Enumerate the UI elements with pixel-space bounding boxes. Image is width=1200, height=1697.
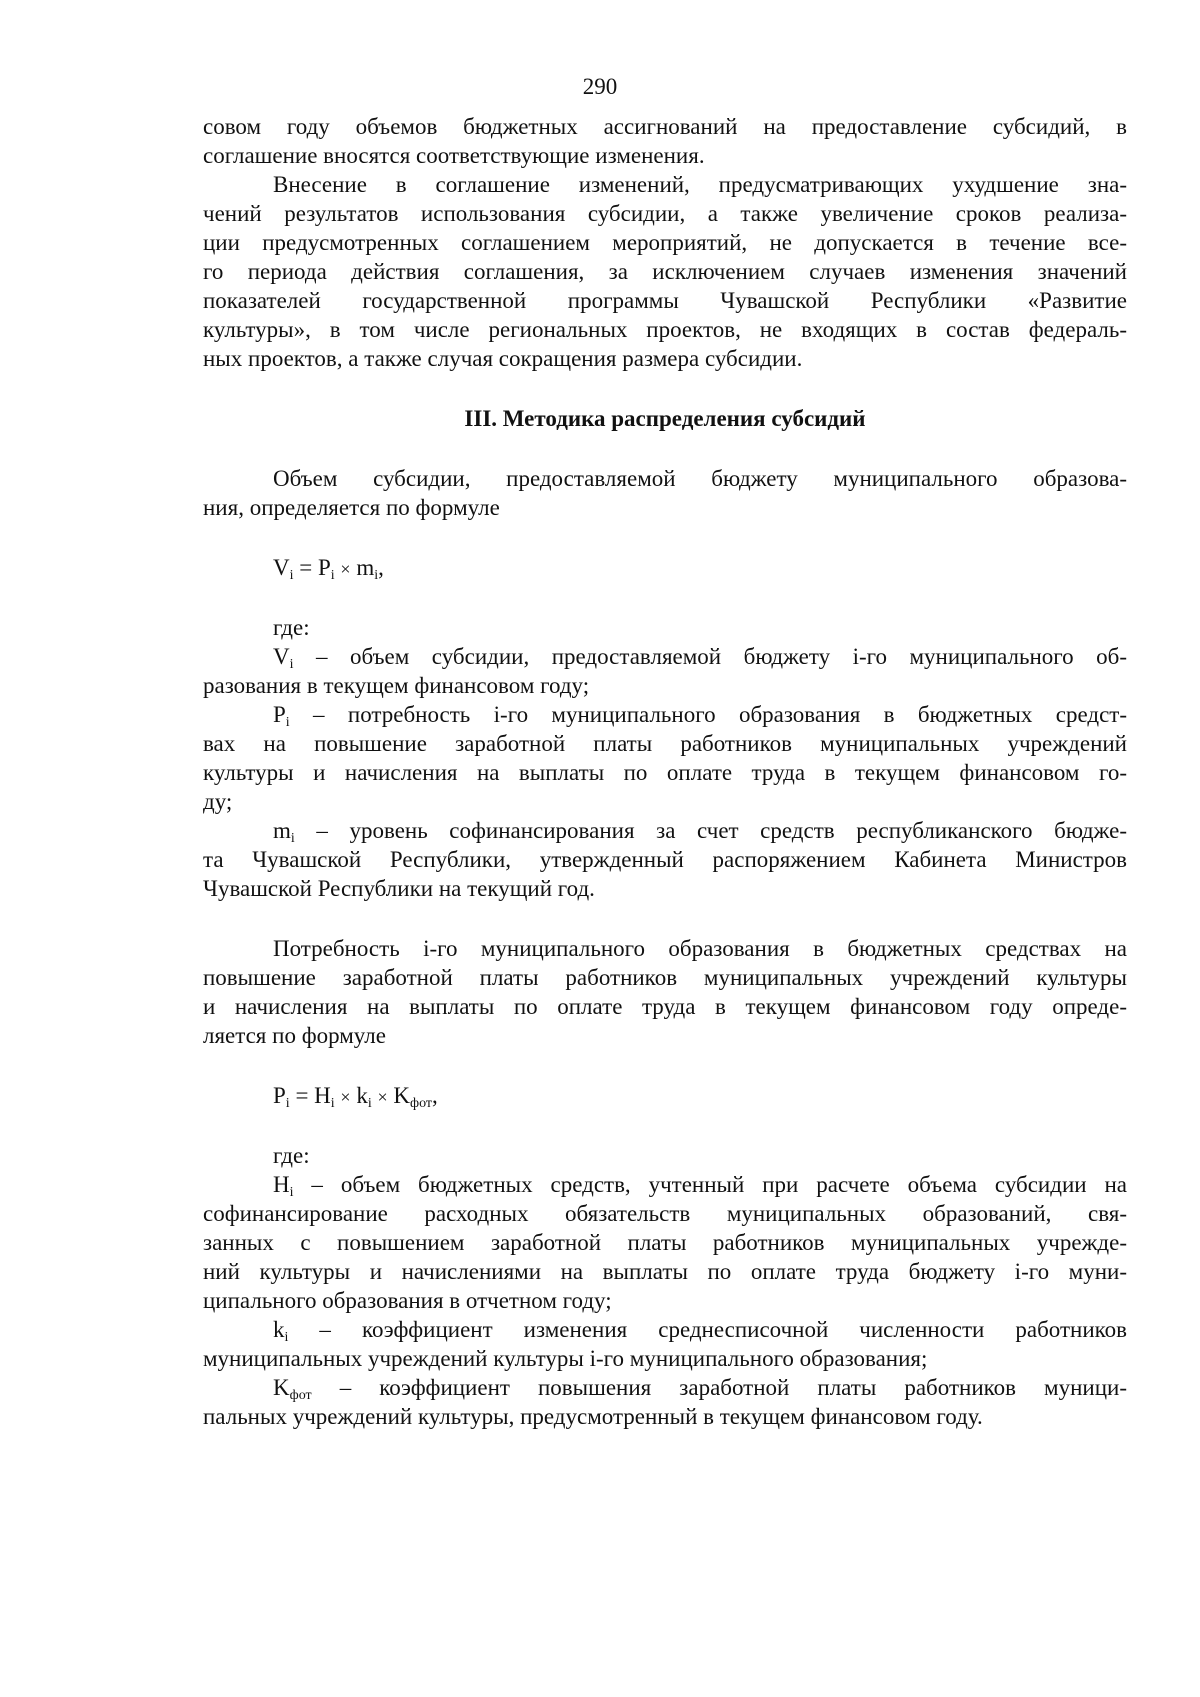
- where-label: где:: [273, 615, 310, 640]
- text-line: $k_i$ – коэффициент изменения среднесписочной численности работников: [273, 1317, 1127, 1344]
- section-heading: III. Методика распределения субсидий: [464, 406, 866, 431]
- text-line: муниципальных учреждений культуры i-го муниципального образования;: [203, 1346, 928, 1371]
- text-line: ний культуры и начислениями на выплаты по оплате труда бюджету i-го муни-: [203, 1259, 1127, 1284]
- text-line: вах на повышение заработной платы работников муниципальных учреждений: [203, 731, 1127, 756]
- text-line: Чувашской Республики на текущий год.: [203, 876, 595, 901]
- text-line: пальных учреждений культуры, предусмотренный в текущем финансовом году.: [203, 1404, 983, 1429]
- paragraph-amendments: [203, 170, 1127, 373]
- formula-subsidy: $V_i = P_i \times m_i$,: [273, 555, 384, 582]
- text-line: ципального образования в отчетном году;: [203, 1288, 612, 1313]
- text-line: ния, определяется по формуле: [203, 495, 500, 520]
- definition-h: [203, 1170, 1127, 1315]
- text-line: Внесение в соглашение изменений, предусматривающих ухудшение зна-: [273, 172, 1127, 197]
- document-body: [203, 112, 1127, 1431]
- paragraph-subsidy-volume: [203, 464, 1127, 522]
- text-line: ду;: [203, 789, 233, 814]
- page-number: 290: [582, 74, 618, 99]
- text-line: $m_i$ – уровень софинансирования за счет средств республиканского бюдже-: [273, 818, 1127, 845]
- text-line: ляется по формуле: [203, 1023, 386, 1048]
- text-line: та Чувашской Республики, утвержденный распоряжением Кабинета Министров: [203, 847, 1127, 872]
- text-line: соглашение вносятся соответствующие изменения.: [203, 143, 705, 168]
- text-line: занных с повышением заработной платы работников муниципальных учрежде-: [203, 1230, 1127, 1255]
- text-line: повышение заработной платы работников муниципальных учреждений культуры: [203, 965, 1127, 990]
- text-line: совом году объемов бюджетных ассигнований на предоставление субсидий, в: [203, 114, 1127, 139]
- paragraph-continuation: [203, 112, 1127, 170]
- definition-m: [203, 816, 1127, 903]
- text-line: разования в текущем финансовом году;: [203, 673, 590, 698]
- formula-need: $P_i = H_i \times k_i \times K_{фот}$,: [273, 1083, 438, 1110]
- definition-p: [203, 700, 1127, 816]
- text-line: культуры и начисления на выплаты по оплате труда в текущем финансовом го-: [203, 760, 1127, 785]
- text-line: Объем субсидии, предоставляемой бюджету муниципального образова-: [273, 466, 1127, 491]
- paragraph-need: [203, 934, 1127, 1050]
- text-line: софинансирование расходных обязательств муниципальных образований, свя-: [203, 1201, 1127, 1226]
- text-line: чений результатов использования субсидии, а также увеличение сроков реализа-: [203, 201, 1127, 226]
- definition-v: [203, 642, 1127, 700]
- text-line: ции предусмотренных соглашением мероприятий, не допускается в течение все-: [203, 230, 1127, 255]
- text-line: и начисления на выплаты по оплате труда в текущем финансовом году опреде-: [203, 994, 1127, 1019]
- text-line: го периода действия соглашения, за исключением случаев изменения значений: [203, 259, 1127, 284]
- text-line: Потребность i-го муниципального образования в бюджетных средствах на: [273, 936, 1127, 961]
- definition-k: [203, 1315, 1127, 1373]
- definition-kfot: [203, 1373, 1127, 1431]
- text-line: $H_i$ – объем бюджетных средств, учтенный при расчете объема субсидии на: [273, 1172, 1127, 1199]
- where-label: где:: [273, 1143, 310, 1168]
- text-line: культуры», в том числе региональных проектов, не входящих в состав федераль-: [203, 317, 1127, 342]
- text-line: ных проектов, а также случая сокращения размера субсидии.: [203, 346, 803, 371]
- text-line: $P_i$ – потребность i-го муниципального образования в бюджетных средст-: [273, 702, 1127, 729]
- text-line: $V_i$ – объем субсидии, предоставляемой бюджету i-го муниципального об-: [273, 644, 1127, 671]
- text-line: показателей государственной программы Чувашской Республики «Развитие: [203, 288, 1127, 313]
- text-line: $K_{фот}$ – коэффициент повышения заработной платы работников муници-: [273, 1375, 1127, 1402]
